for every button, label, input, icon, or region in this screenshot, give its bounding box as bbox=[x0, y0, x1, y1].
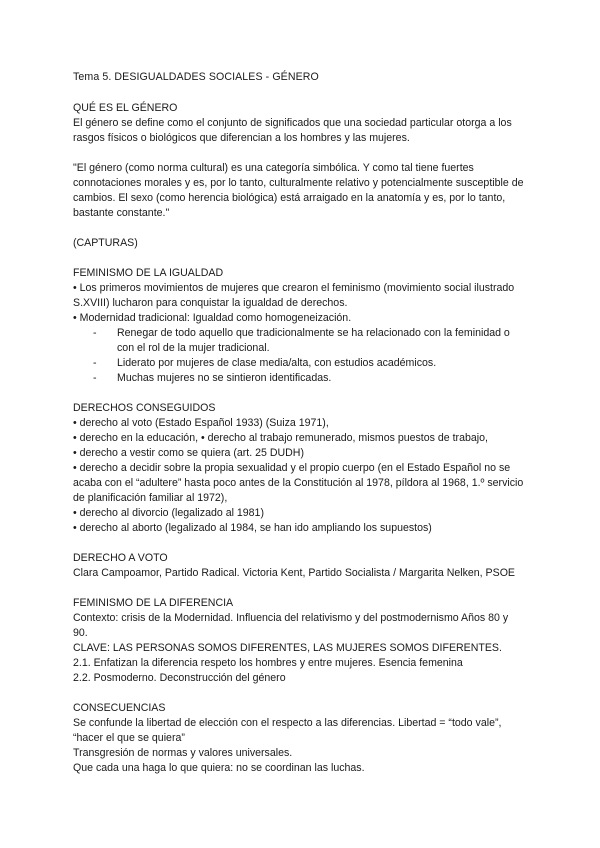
igualdad-bullet-1: • Los primeros movimientos de mujeres que crearon el feminismo (movimiento social ilustrado S.XVIII) lucharon para conquistar la igualdad de derechos. bbox=[73, 282, 515, 309]
diferencia-contexto: Contexto: crisis de la Modernidad. Influencia del relativismo y del postmodernismo Años 80 y 90. bbox=[73, 612, 509, 639]
heading-feminismo-diferencia: FEMINISMO DE LA DIFERENCIA bbox=[73, 597, 234, 609]
list-item: - Renegar de todo aquello que tradicionalmente se ha relacionado con la feminidad o con el rol de la mujer tradicional. bbox=[93, 326, 525, 356]
list-item: • derecho a decidir sobre la propia sexualidad y el propio cuerpo (en el Estado Español no se acaba con el “adultere” hasta poco antes de la Constitución al 1978, píldora al 1968, 1.º servicio de planificación familiar al 1972), bbox=[73, 462, 524, 504]
diferencia-2-2: 2.2. Posmoderno. Deconstrucción del género bbox=[73, 672, 286, 684]
genero-definition: El género se define como el conjunto de significados que una sociedad particular otorga a los rasgos físicos o biológicos que diferencian a los hombres y las mujeres. bbox=[73, 117, 512, 144]
genero-quote: "El género (como norma cultural) es una categoría simbólica. Y como tal tiene fuertes connotaciones morales y es, por lo tanto, culturalmente relativo y potencialmente susceptible de cambios. El sexo (como herencia biológica) está arraigado en la anatomía y es, por lo tanto, bastante constante." bbox=[73, 162, 524, 219]
diferencia-2-1: 2.1. Enfatizan la diferencia respeto los hombres y entre mujeres. Esencia femenina bbox=[73, 657, 463, 669]
list-item: - Liderato por mujeres de clase media/alta, con estudios académicos. bbox=[93, 356, 525, 371]
heading-feminismo-igualdad: FEMINISMO DE LA IGUALDAD bbox=[73, 267, 224, 279]
list-item: • derecho en la educación, • derecho al trabajo remunerado, mismos puestos de trabajo, bbox=[73, 432, 488, 444]
consecuencias-line: Que cada una haga lo que quiera: no se coordinan las luchas. bbox=[73, 762, 365, 774]
consecuencias-line: Se confunde la libertad de elección con el respecto a las diferencias. Libertad = “todo vale”, “hacer el que se quiera” bbox=[73, 717, 502, 744]
document-body bbox=[73, 70, 525, 776]
list-item: - Muchas mujeres no se sintieron identificadas. bbox=[93, 371, 525, 386]
heading-consecuencias: CONSECUENCIAS bbox=[73, 702, 166, 714]
capturas-note: (CAPTURAS) bbox=[73, 237, 138, 249]
heading-derechos-conseguidos: DERECHOS CONSEGUIDOS bbox=[73, 402, 216, 414]
consecuencias-line: Transgresión de normas y valores universales. bbox=[73, 747, 293, 759]
list-item: • derecho a vestir como se quiera (art. 25 DUDH) bbox=[73, 447, 304, 459]
list-item: • derecho al voto (Estado Español 1933) (Suiza 1971), bbox=[73, 417, 329, 429]
igualdad-bullet-2: • Modernidad tradicional: Igualdad como homogeneización. bbox=[73, 312, 352, 324]
document-title: Tema 5. DESIGUALDADES SOCIALES - GÉNERO bbox=[73, 71, 319, 83]
heading-que-es-genero: QUÉ ES EL GÉNERO bbox=[73, 102, 178, 114]
igualdad-sublist bbox=[73, 326, 525, 386]
list-item: • derecho al divorcio (legalizado al 1981) bbox=[73, 507, 264, 519]
heading-derecho-voto: DERECHO A VOTO bbox=[73, 552, 168, 564]
derechos-list bbox=[73, 416, 525, 536]
voto-text: Clara Campoamor, Partido Radical. Victoria Kent, Partido Socialista / Margarita Nelken, PSOE bbox=[73, 567, 515, 579]
list-item: • derecho al aborto (legalizado al 1984, se han ido ampliando los supuestos) bbox=[73, 522, 432, 534]
diferencia-clave: CLAVE: LAS PERSONAS SOMOS DIFERENTES, LAS MUJERES SOMOS DIFERENTES. bbox=[73, 642, 502, 654]
